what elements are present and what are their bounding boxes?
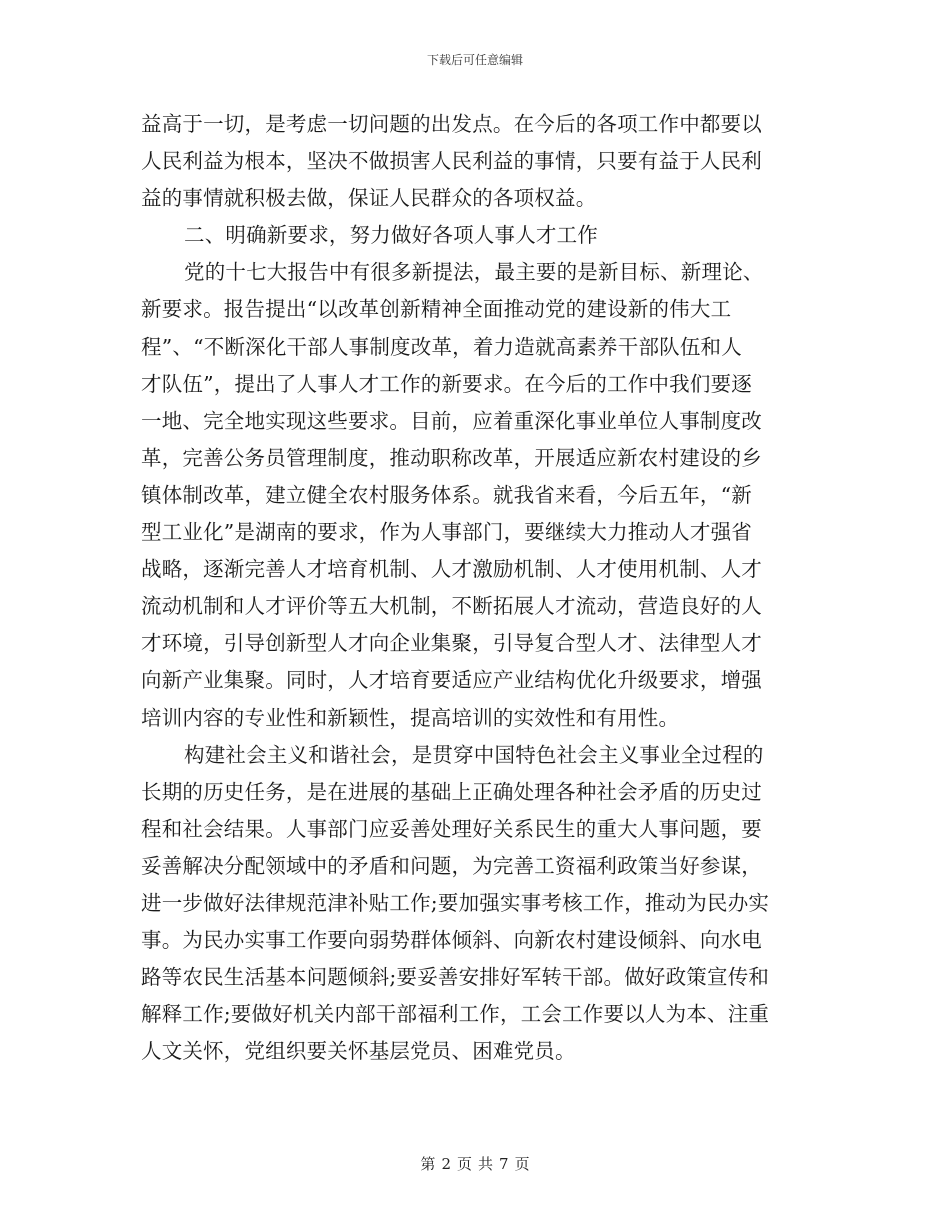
text-line: 向新产业集聚。同时，人才培育要适应产业结构优化升级要求，增强 <box>141 668 762 693</box>
text-line: 构建社会主义和谐社会，是贯穿中国特色社会主义事业全过程的 <box>184 742 764 767</box>
text-line: 解释工作;要做好机关内部干部福利工作，工会工作要以人为本、注重 <box>141 1002 770 1027</box>
footer-gong: 共 <box>478 1155 494 1173</box>
text-line: 流动机制和人才评价等五大机制，不断拓展人才流动，营造良好的人 <box>141 594 762 619</box>
text-line: 才队伍”，提出了人事人才工作的新要求。在今后的工作中我们要逐 <box>141 371 752 396</box>
text-line: 战略，逐渐完善人才培育机制、人才激励机制、人才使用机制、人才 <box>141 557 762 582</box>
footer-di: 第 <box>420 1155 436 1173</box>
text-line: 长期的历史任务，是在进展的基础上正确处理各种社会矛盾的历史过 <box>141 779 762 804</box>
text-line: 益的事情就积极去做，保证人民群众的各项权益。 <box>141 186 597 211</box>
document-body <box>141 106 813 1070</box>
text-line: 革，完善公务员管理制度，推动职称改革，开展适应新农村建设的乡 <box>141 445 762 470</box>
text-line: 一地、完全地实现这些要求。目前，应着重深化事业单位人事制度改 <box>141 408 762 433</box>
text-line: 培训内容的专业性和新颖性，提高培训的实效性和有用性。 <box>141 705 680 730</box>
page-footer <box>0 1154 950 1174</box>
footer-ye: 页 <box>456 1155 472 1173</box>
page-total: 7 <box>499 1155 509 1173</box>
section-heading: 二、明确新要求，努力做好各项人事人才工作 <box>184 223 598 248</box>
text-line: 进一步做好法律规范津补贴工作;要加强实事考核工作，推动为民办实 <box>141 890 770 915</box>
text-line: 才环境，引导创新型人才向企业集聚，引导复合型人才、法律型人才 <box>141 631 762 656</box>
text-line: 路等农民生活基本问题倾斜;要妥善安排好军转干部。做好政策宣传和 <box>141 965 770 990</box>
page-header: 下载后可任意编辑 <box>426 53 523 67</box>
text-line: 人文关怀，党组织要关怀基层党员、困难党员。 <box>141 1039 576 1064</box>
text-line: 妥善解决分配领域中的矛盾和问题，为完善工资福利政策当好参谋， <box>141 853 762 878</box>
text-line: 事。为民办实事工作要向弱势群体倾斜、向新农村建设倾斜、向水电 <box>141 928 762 953</box>
text-line: 型工业化”是湖南的要求，作为人事部门，要继续大力推动人才强省 <box>141 520 752 545</box>
text-line: 镇体制改革，建立健全农村服务体系。就我省来看，今后五年，“新 <box>141 482 752 507</box>
text-line: 益高于一切，是考虑一切问题的出发点。在今后的各项工作中都要以 <box>141 112 762 136</box>
text-line: 人民利益为根本，坚决不做损害人民利益的事情，只要有益于人民利 <box>141 149 762 174</box>
footer-ye2: 页 <box>514 1155 530 1173</box>
text-line: 程和社会结果。人事部门应妥善处理好关系民生的重大人事问题，要 <box>141 816 762 841</box>
text-line: 党的十七大报告中有很多新提法，最主要的是新目标、新理论、 <box>184 260 764 285</box>
page-number: 2 <box>441 1155 451 1173</box>
text-line: 程”、“不断深化干部人事制度改革，着力造就高素养干部队伍和人 <box>141 334 742 359</box>
text-line: 新要求。报告提出“以改革创新精神全面推动党的建设新的伟大工 <box>141 297 732 322</box>
